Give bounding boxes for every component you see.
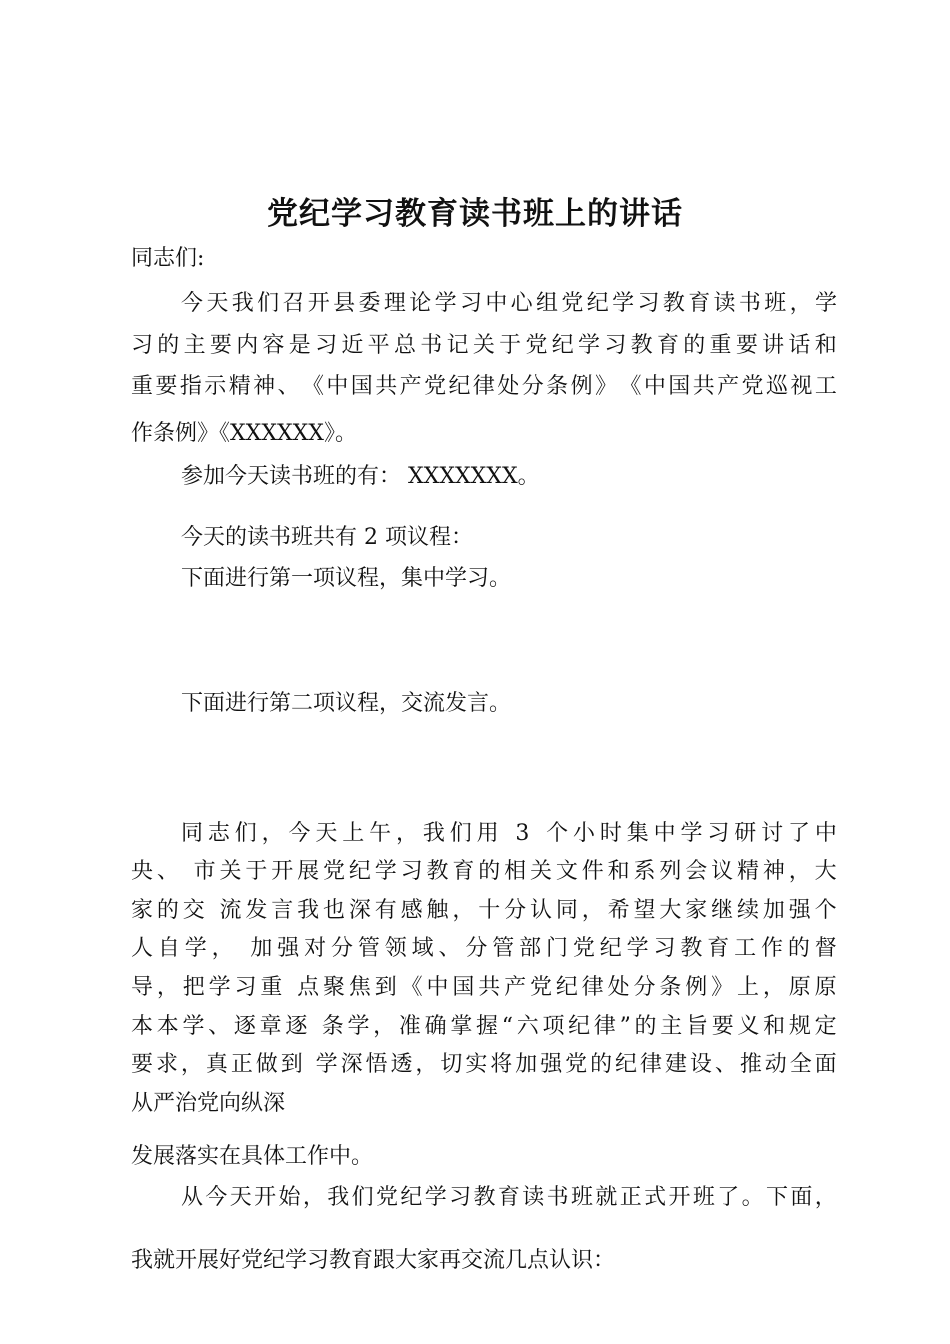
p6-line-1: 同 志 们 ， 今 天 上 午 ， 我 们 用 3 个 小 时 集 中 学 习 研 讨 了 中 [181, 821, 837, 846]
p6-line-3: 家 的 交 流 发 言 我 也 深 有 感 触 ， 十 分 认 同 ， 希 望 大 家 继 续 加 强 个 [131, 898, 837, 923]
salutation: 同志们: [131, 246, 205, 271]
p7-line-1: 从 今 天 开 始 ， 我 们 党 纪 学 习 教 育 读 书 班 就 正 式 开 班 了 。 下 面 ， [181, 1185, 837, 1210]
p6-line-6: 本 本 学 、 逐 章 逐 条 学 ， 准 确 掌 握 “ 六 项 纪 律 ” 的 主 旨 要 义 和 规 定 [131, 1014, 837, 1039]
p6-line-2: 央 、 市 关 于 开 展 党 纪 学 习 教 育 的 相 关 文 件 和 系 列 会 议 精 神 ， 大 [131, 859, 837, 884]
agenda-intro: 今天的读书班共有 2 项议程： [181, 525, 473, 550]
p6-line-4: 人 自 学 ， 加 强 对 分 管 领 域 、 分 管 部 门 党 纪 学 习 教 育 工 作 的 督 [131, 936, 837, 961]
p1-line-1: 今 天 我 们 召 开 县 委 理 论 学 习 中 心 组 党 纪 学 习 教 育 读 书 班 ， 学 [181, 291, 837, 316]
document-title: 党纪学习教育读书班上的讲话 [267, 196, 683, 232]
agenda-item-1: 下面进行第一项议程，集中学习。 [181, 566, 512, 591]
p1-line-4: 作条例》《XXXXXX》。 [131, 421, 357, 446]
attendees-line: 参加今天读书班的有： XXXXXXX。 [181, 464, 540, 489]
p6-line-8: 从严治党向纵深 [131, 1091, 286, 1116]
p6-line-7: 要 求 ， 真 正 做 到 学 深 悟 透 ， 切 实 将 加 强 党 的 纪 律 建 设 、 推 动 全 面 [131, 1052, 837, 1077]
p6-line-9: 发展落实在具体工作中。 [131, 1144, 374, 1169]
p6-line-5: 导 ， 把 学 习 重 点 聚 焦 到 《 中 国 共 产 党 纪 律 处 分 条 例 》 上 ， 原 原 [131, 975, 837, 1000]
agenda-item-2: 下面进行第二项议程，交流发言。 [181, 691, 512, 716]
p7-line-2: 我就开展好党纪学习教育跟大家再交流几点认识： [131, 1248, 616, 1273]
p1-line-2: 习 的 主 要 内 容 是 习 近 平 总 书 记 关 于 党 纪 学 习 教 育 的 重 要 讲 话 和 [131, 333, 837, 358]
p1-line-3: 重 要 指 示 精 神 、 《 中 国 共 产 党 纪 律 处 分 条 例 》 《 中 国 共 产 党 巡 视 工 [131, 374, 837, 399]
